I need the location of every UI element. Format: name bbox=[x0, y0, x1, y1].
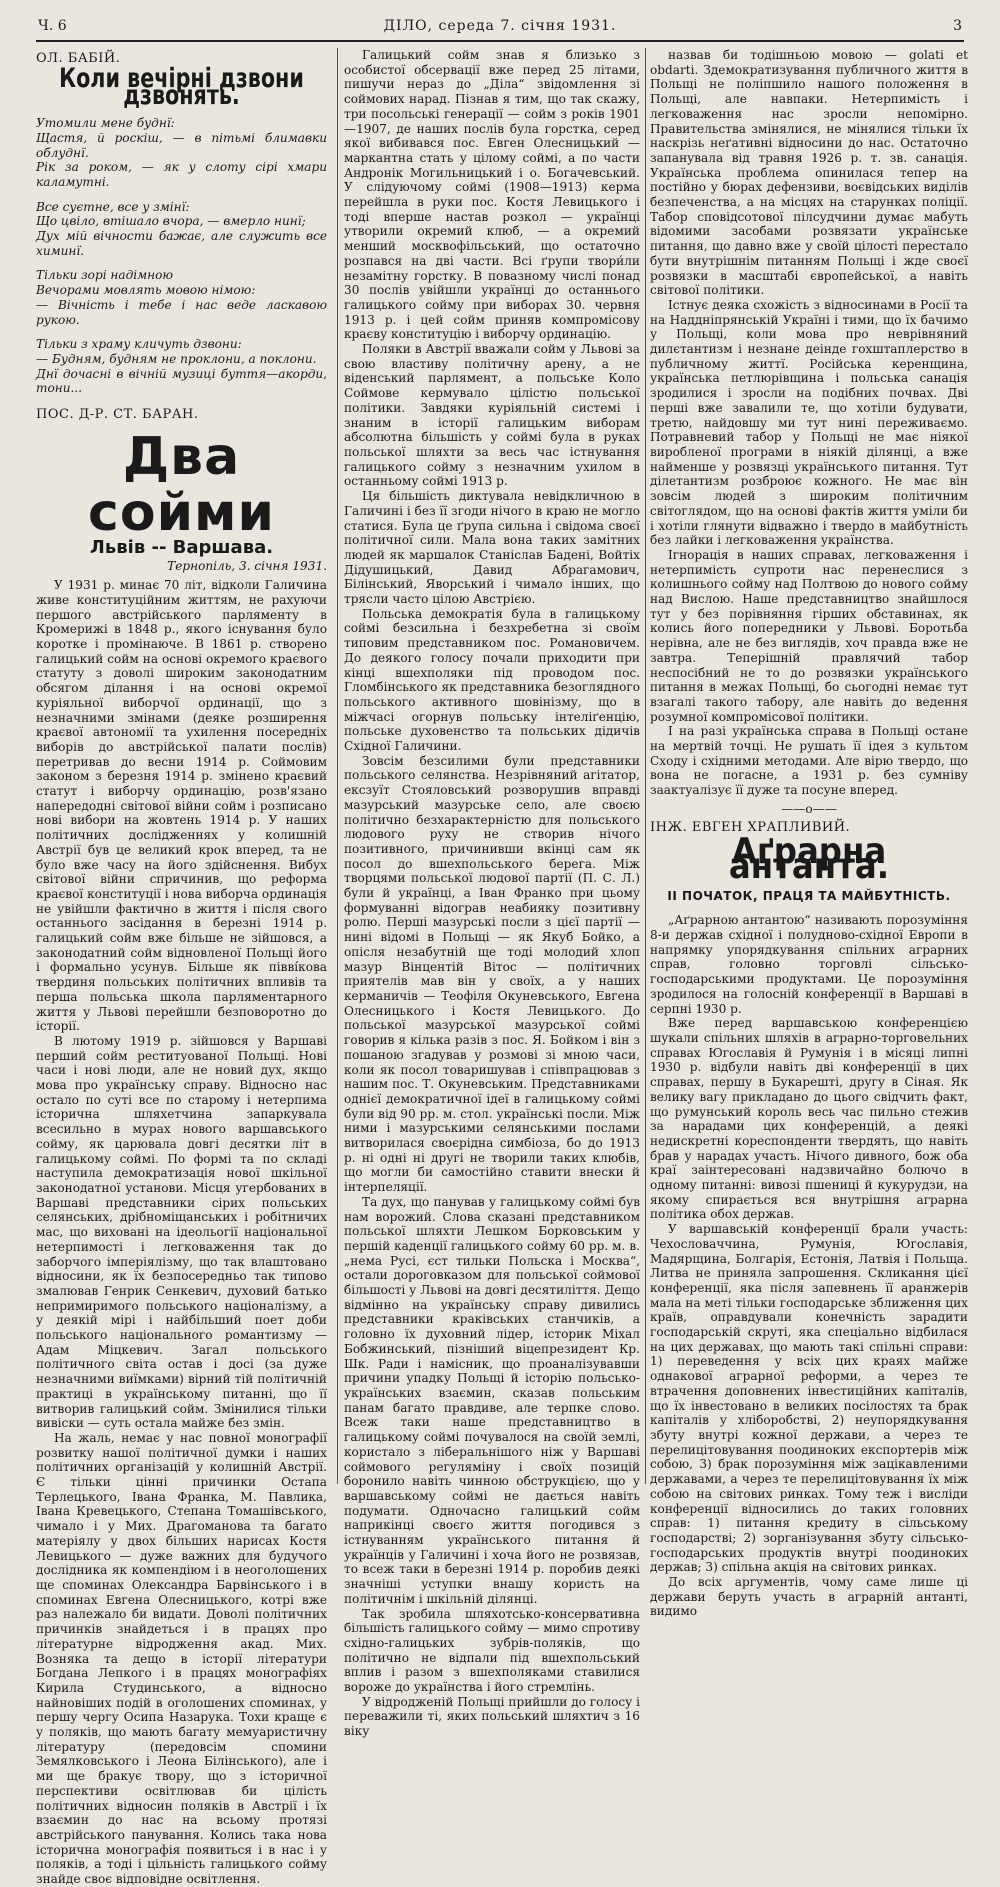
paragraph: І на разі українська справа в Польщі остане на мертвій точці. Не рушать її ідея з культом Сходу і східними методами. Але вірю твердо, що вона не погасне, а 1931 р. без сумніву заактуалізує її дуже та посуне вперед. bbox=[650, 724, 968, 798]
paragraph: В лютому 1919 р. зійшовся у Варшаві перший сойм реституованої Польщі. Нові часи і нові люди, але не новий дух, якщо мова про українську справу. Відносно нас остало по суті все по старому і нетерпима історична шляхетчина запаркувала всесильно в мурах нового варшавського сойму, як царювала довгі десятки літ в галицькому соймі. По формі та по складі наступила демократизація нової шкільної законодатної установи. Місця угербованих в Варшаві представники сірих польських селянських, дрібноміщанських і робітничих мас, що виховані на ідеольогії національної нетерпимості і легковаження так до заборчого імперіялізму, що так влаштовано відносини, як їх безпосередньо так типово змалював Генрик Сенкевич, духовий батько непримиримого польського націоналізму, а у деякій мірі і найбільший поет доби польського національного романтизму — Адам Міцкевич. Загал польського політичного світа остав і досі (за дуже незначними виїмками) вірний тій політичній практиці в українському питанні, що її витворив галицький сойм. Змінилися тільки вивіски — суть остала майже без змін. bbox=[36, 1033, 327, 1431]
poem-line: Утомили мене буднї: bbox=[36, 116, 175, 131]
poem-line: Рік за роком, — як у слоту сірі хмари каламутні. bbox=[36, 160, 327, 189]
article2-body bbox=[650, 913, 968, 1619]
paragraph: Ігнорація в наших справах, легковаження і нетерпимість супроти нас перенеслися з колишнього сойму над Полтвою до нового сойму над Вислою. Наше представництво знайшлося тут у без порівняння гірших обставинах, як колись його попередники у Львові. Боротьба нерівна, але не без виглядів, хоч правда вже не завтра. Теперішній правлячий табор неспосібний не то до розвязки українського питання в межах Польщі, бо сьогодні немає тут взагалі такого табору, але навіть до ведення розумної компромісової політики. bbox=[650, 547, 968, 724]
article1-author: ПОС. Д-Р. СТ. БАРАН. bbox=[36, 407, 199, 423]
article2-title: Аґрарна антанта. bbox=[728, 831, 890, 887]
article1-body bbox=[36, 578, 327, 1887]
article1-title: Два сойми bbox=[88, 426, 275, 543]
poem-title: Коли вечірні дзвони дзвонять. bbox=[59, 63, 304, 111]
poem-line: Вечорами мовлять мовою німою: bbox=[36, 283, 256, 298]
paragraph: На жаль, немає у нас повної монографії розвитку нашої політичної думки і наших політичних організацій у колишній Австрії. Є тільки цінні причинки Остапа Терлецького, Івана Франка, М. Павлика, Івана Кревецького, Степана Томашівського, чимало і у Мих. Драгоманова та багато матеріялу у двох більших нарисах Костя Левицького — дуже важних для будучого дослідника як компендіюм і в неоголошених ще споминах Олександра Барвінського і в споминах Евгена Олесницького, котрі вже раз належало би видати. Доволі політичних причинків знайдеться і в працях про літературне відродження акад. Мих. Возняка та дещо в історії літератури Богдана Лепкого і в працях монографіях Кирила Студинського, а відносно найновіших подій в оголошених споминах, у першу чергу Осипа Назарука. Тохи краще є у поляків, що мають багату мемуаристичну літературу (передовсім спомини Земялковського і Леона Білінського), але і ми ще бракує твору, що з історичної перспективи освітлював би цілість політичних відносин поляків в Австрії і їх взаємин до нас на всьому протязі австрійського панування. Колись така нова історична монографія появиться і в нас і у поляків, а тоді і цільність галицького сойму знайде своє відповідне освітлення. bbox=[36, 1430, 327, 1887]
poem-line: Що цвіло, втішало вчора, — вмерло нинї; bbox=[36, 214, 306, 229]
article2-subtitle: II ПОЧАТОК, ПРАЦЯ ТА МАЙБУТНІСТЬ. bbox=[667, 888, 951, 903]
paragraph: Поляки в Австрії вважали сойм у Львові за свою властиву політичну арену, а не віденський парлямент, а польське Коло Соймове кермувало цілістю польської політики. Завдяки куріяльній системі і знаним в історії галицьким виборам абсолютна більшість у соймі була в руках польської шляхти за весь час істнування галицького сойму з незначним ухилом в останньому соймі 1913 р. bbox=[344, 342, 640, 489]
paragraph: До всіх аргументів, чому саме лише ці держави беруть участь в аграрній антанті, видимо bbox=[650, 1575, 968, 1619]
poem-stanza bbox=[36, 200, 327, 259]
poem-line: Днї дочасні в вічній музиці буття—акорди, тони... bbox=[36, 366, 327, 396]
column-divider-1 bbox=[337, 48, 338, 1484]
issue-number: Ч. 6 bbox=[38, 18, 67, 34]
paragraph: Вже перед варшавською конференцією шукали спільних шляхів в аграрно-торговельних справах Югославія й Румунія і в місяці липні 1930 р. відбули навіть дві конференції в цих справах, першу в Букарешті, другу в Сіная. Як велику вагу прикладано до цього свідчить факт, що румунський король весь час пильно стежив за нарадами цих конференцій, а деякі недискретні кореспонденти твердять, що навіть брав у нарадах участь. Нічого дивного, бож оба краї заінтересовані надзвичайно болючо в одному питанні: вивозі пшениці й кукурудзи, на якому спирається вся внутрішня аграрна політика обох держав. bbox=[650, 1016, 968, 1222]
paragraph: Істнує деяка схожість з відносинами в Росії та на Наддніпрянській Україні і тими, що їх бачимо у Польщі, коли мова про неврівняний дилєтантизм і незнане деінде гохштаплерство в публичному життї. Російська керенщина, українська петлюрівщина і польська санація зродилися і зросли на подібних почвах. Дві перші вже завалили те, що хотіли будувати, третю, найдовшу ми тут нині переживаємо. Потравневий табор у Польщі не має ніякої виробленої програми в ніякій ділянці, а вже найменше у розвязці українського питання. Тут ділетантизм розброює кожного. Не має він зовсім людей з широким політичним світоглядом, що на основі фактів життя уміли би і хотіли глянути відважно і твердо в майбутність без лайки і легковаження українства. bbox=[650, 297, 968, 548]
poem-stanza bbox=[36, 116, 327, 190]
poem-line: — Будням, будням не проклони, а поклони. bbox=[36, 351, 317, 366]
page-header bbox=[38, 18, 962, 38]
column-2 bbox=[344, 48, 640, 1739]
paragraph: Ця більшість диктувала невідкличною в Галичині і без її згоди нічого в краю не могло статися. Була це ґрупа сильна і свідома своєї політичної сили. Мала вона таких замітних людей як маршалок Станіслав Бадені, Войтіх Дідушицький, Давид Абрагамович, Білінський, Яворський і чимало інших, що трясли часто цілою Австрією. bbox=[344, 489, 640, 607]
poem-stanza bbox=[36, 337, 327, 396]
article2-author: ІНЖ. ЕВГЕН ХРАПЛИВИЙ. bbox=[650, 819, 851, 835]
poem-line: Дух мій вічности бажає, але служить все химинї. bbox=[36, 229, 327, 258]
column-3 bbox=[650, 48, 968, 1619]
paragraph: Польська демократія була в галицькому соймі безсильна і безхребетна зі своїм типовим представником пос. Романовичем. До деякого голосу почали приходити при кінці вшехполяки під проводом пос. Гломбінського як представника безоглядного польського активного шовінізму, що в міжчасі огорнув польську інтеліґенцію, польське духовенство та польських дідичів Східної Галичини. bbox=[344, 606, 640, 754]
header-rule bbox=[36, 40, 964, 42]
poem-stanza bbox=[36, 268, 327, 327]
column-divider-2 bbox=[645, 48, 646, 1484]
paragraph: Так зробила шляхотсько-консервативна більшість галицького сойму — мимо спротиву східно-галицьких зубрів-поляків, що політично не відпали під вшехпольський вплив і разом з вшехполяками ставилися вороже до українства і його стремлінь. bbox=[344, 1606, 640, 1695]
poem-line: Все суєтне, все у змінї: bbox=[36, 199, 190, 214]
article1-conclusion bbox=[650, 48, 968, 798]
paragraph: назвав би тодішньою мовою — golati et obdarti. Здемократизування публичного життя в Польщі не поліпшило нашого положення в Польщі, але навпаки. Нетерпимість і легковаження нас зросли непомірно. Правительства змінялися, не мінялися тільки їх наскрізь неґативні відносини до нас. Остаточно запанувала від травня 1926 р. т. зв. санація. Українська проблема опинилася тепер на постійно у бюрах дефензиви, воєвідських виділів безпеченства, а на місцях на старунках поліції. Табор сповідсотової пілсудчини думає мабуть відомими засобами розвязати українське питання, що давно вже у своїй цілості перестало бути внутрішнім питанням Польщі і жде своєї розвязки в масштабі європейської, а навіть світової політики. bbox=[650, 48, 968, 298]
paragraph: Зовсім безсилими були представники польського селянства. Незрівняний агітатор, ексзуїт Стояловський розворушив вправді мазурський мазурське село, але своєю політично безхарактерністю для польського людового руху не створив нічого позитивного, причинивши вкінці сам як посол до вшехпольського берега. Між творцями польської людової партії (П. С. Л.) були й українці, а Іван Франко при цьому формуванні відограв неабияку позитивну ролю. Перші мазурські посли з цієї партії — нині відомі в Польщі — як Якуб Бойко, а опісля незабутній ще тоді молодий хлоп мазур Вінцентій Вітос — політичних приятелів мав він у своїх, а у наших керманичів — Теофіля Окуневського, Евгена Олесницького і Костя Левицького. До польської мазурської мазурської соймі говорив я кілька разів з пос. Я. Бойком і він з пошаною згадував у розмові зі мною часи, коли як посол товаришував і співпрацював з нашим пос. Т. Окуневським. Представниками однієї демократичної ідеї в галицькому соймі були від 90 рр. м. стол. українські посли. Між ними і мазурськими селянськими послами витворилася своєрідна симбіоза, бо до 1913 р. ні одні ні другі не творили таких клюбів, що могли би самостійно ставити внески й інтерпеляції. bbox=[344, 753, 640, 1195]
paragraph: Та дух, що панував у галицькому соймі був нам ворожий. Слова сказані представником польської шляхти Лешком Борковським у першій каденції галицького сойму 60 рр. м. в. „нема Русі, єст тильки Польска і Москва“, остали дороговказом для польської соймової більшості у Львові на довгі десятиліття. Дещо відмінно на українську справу дивились представники краківських станчиків, а головно їх духовний лідер, історик Міхал Бобжинський, пізніший віцепрезидент Кр. Шк. Ради і намісник, що проаналізувавши причини упадку Польщі й історію польсько-українських взаємин, сказав польським панам багато правдиве, але терпке слово. Всеж таки наше представництво в галицькому соймі почувалося на своїй землі, користало з ліберальнішого ніж у Варшаві соймового регуляміну і своїх позицій боронило навіть чинною обструкцією, що у варшавському соймі не дається навіть подумати. Одночасно галицький сойм наприкінці своєго життя погодився з істнуванням українського питання й українців у Галичині і хоча його не розвязав, то всеж таки в березні 1914 р. поробив деякі значніші уступки внашу користь на політичнім і шкільній ділянці. bbox=[344, 1194, 640, 1606]
poem-line: Щастя, й роскіш, — в пітьмі блимавки облуднї. bbox=[36, 130, 327, 160]
section-divider: ——о—— bbox=[781, 801, 837, 816]
article1-subtitle: Львів -- Варшава. bbox=[89, 536, 274, 558]
column-1 bbox=[36, 48, 327, 1887]
article1-dateline: Тернопіль, 3. січня 1931. bbox=[167, 559, 327, 574]
paragraph: Галицький сойм знав я близько з особистої обсервації вже перед 25 літами, пишучи нераз до „Діла“ звідомлення зі соймових нарад. Пізнав я тим, що так скажу, три посольські генерації — сойм з років 1901—1907, де наших послів була горстка, серед якої вибивався пос. Евген Олесницький — маркантна стать у цілому соймі, а по части Андронік Могильницький і о. Богачевський. У слідуючому соймі (1908—1913) керма перейшла в руки пос. Костя Левицького і тоді вперше настав розкол — українці утворили окремий клюб, — а окремий менший москвофільський, що остаточно розпався на дві части. Всі ґрупи твори́ли незамітну горстку. В повазному числі понад 30 послів увійшли українці до останнього галицького сойму при виборах 30. червня 1913 р. і цей сойм приняв компромісову краєву конституцію і виборчу ординацію. bbox=[344, 48, 640, 342]
masthead-date: ДІЛО, середа 7. січня 1931. bbox=[383, 18, 617, 34]
poem-line: — Вічність і тебе і нас веде ласкавою рукою. bbox=[36, 297, 327, 327]
paragraph: У 1931 р. минає 70 літ, відколи Галичина живе конституційним життям, не рахуючи першого австрійського парляменту в Кромерижі в 1848 р., якого існування було коротке і промінаюче. В 1861 р. створено галицький сойм на основі окремого краєвого статуту з доволі широким законодатним обсягом ділання і на основі окремої куріяльної виборчої ординації, що з незначними змінами (деяке розширення краєвої автономії та ухилення посередніх виборів до австрійської палати послів) перетривав до весни 1914 р. Соймовим законом з березня 1914 р. змінено краєвий статут і виборчу ординацію, розв'язано напередодні світової війни сойм і розписано нові вибори на жовтень 1914 р. У наших політичних дослідженнях у колишній Австрії був це великий крок вперед, та не було вже часу на його здійснення. Вибух світової війни спричинив, що реформа краєвої конституції і нова виборча ординація не увійшли фактично в життя і після свого останнього засідання в березні 1914 р. галицький сойм вже більше не зійшовся, а законодатний сойм відновленої Польщі його і формально усунув. Більше як півві́кова твердиня польських політичних впливів та перша польська школа парляментарного життя у Львові перейшли безповоротно до історії. bbox=[36, 578, 327, 1034]
page-number: 3 bbox=[953, 18, 962, 34]
paragraph: У відродженій Польщі прийшли до голосу і переважили ті, яких польський шляхтич з 16 віку bbox=[344, 1694, 640, 1739]
poem-author: ОЛ. БАБІЙ. bbox=[36, 51, 121, 66]
poem-line: Тільки з храму кличуть дзвони: bbox=[36, 337, 242, 352]
article1-continuation bbox=[344, 48, 640, 1739]
paragraph: „Аґрарною антантою“ називають порозуміння 8-и держав східної і полудново-східної Европи в напрямку упорядкування спільних аграрних справ, головно торговлі сільсько-господарськими продуктами. Це порозуміння зродилося на голосній конференції в Варшаві в серпні 1930 р. bbox=[650, 913, 968, 1016]
poem-body bbox=[36, 116, 327, 396]
poem-line: Тільки зорі надімною bbox=[36, 268, 174, 283]
paragraph: У варшавській конференції брали участь: Чехословаччина, Румунія, Югославія, Мадярщина, Болгарія, Естонія, Латвія і Польща. Литва не приняла запрошення. Скликання цієї конференції, яка після запевнень її аранжерів мала на меті тільки господарське зближення цих країв, оправдували конечність зарадити господарській скруті, яка спеціально відбилася на цих державах, що мають такі спільні справи: 1) переведення у всіх цих краях майже однакової аграрної реформи, а через те втрачення доповнених інвестиційних капіталів, що їх інвестовано в великих посілостях та брак капіталів у хліборобстві, 2) неупорядкування збуту внутрі кожної держави, а через те перелицітовування поодиноких експортерів між собою, 3) брак порозуміння між зацікавленими державами, а через те перелицітовування їх між собою на світових ринках. Тому теж і висліди конференції відносились до таких головних справ: 1) питання кредиту в сільському господарстві; 2) зорганізування збуту сільсько-господарських продуктів внутрі поодиноких держав; 3) спільна акція на світових ринках. bbox=[650, 1222, 968, 1575]
